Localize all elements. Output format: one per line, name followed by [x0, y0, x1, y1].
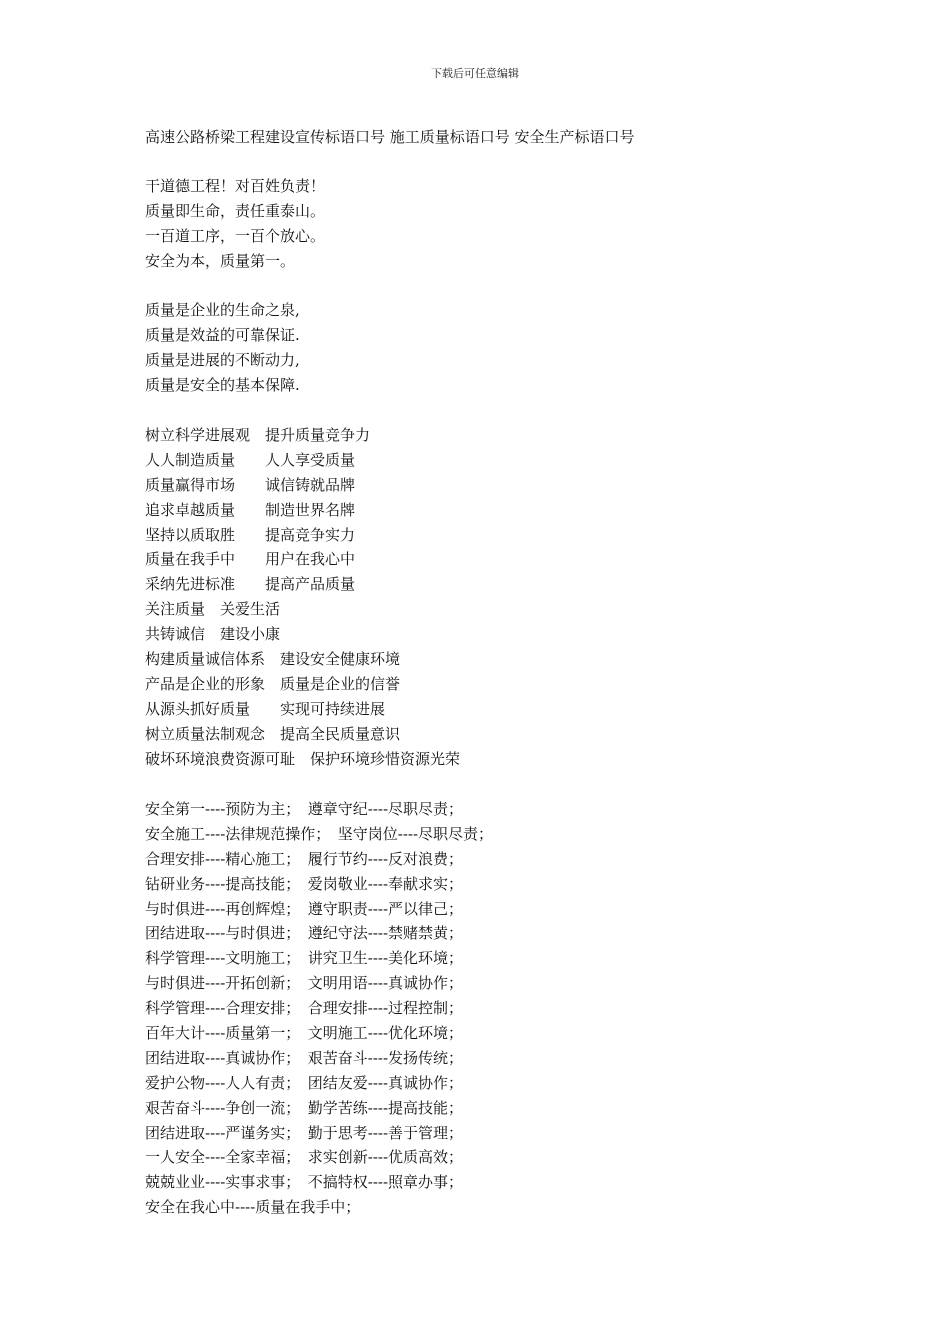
- slogan-line: 干道德工程！对百姓负责！: [145, 177, 326, 195]
- slogan-line: 关注质量 关爱生活: [145, 600, 281, 619]
- slogan-line: 安全第一----预防为主； 遵章守纪----尽职尽责；: [145, 800, 464, 818]
- slogan-line: 产品是企业的形象 质量是企业的信誉: [145, 674, 401, 693]
- slogan-block-1: [145, 174, 325, 274]
- slogan-line: 追求卓越质量 制造世界名牌: [145, 500, 356, 519]
- slogan-line: 安全在我心中----质量在我手中；: [145, 1198, 361, 1217]
- slogan-line: 合理安排----精心施工； 履行节约----反对浪费；: [145, 849, 464, 868]
- slogan-line: 坚持以质取胜 提高竞争实力: [145, 525, 356, 544]
- slogan-line: 质量是安全的基本保障.: [145, 375, 300, 394]
- slogan-line: 树立科学进展观 提升质量竞争力: [145, 426, 371, 444]
- slogan-line: 人人制造质量 人人享受质量: [145, 450, 356, 469]
- slogan-line: 质量赢得市场 诚信铸就品牌: [145, 475, 356, 494]
- slogan-line: 质量是企业的生命之泉,: [145, 301, 300, 319]
- slogan-line: 团结进取----与时俱进； 遵纪守法----禁赌禁黄；: [145, 924, 464, 943]
- slogan-line: 质量即生命，责任重泰山。: [145, 201, 326, 220]
- slogan-line: 艰苦奋斗----争创一流； 勤学苦练----提高技能；: [145, 1098, 464, 1117]
- slogan-line: 钻研业务----提高技能； 爱岗敬业----奉献求实；: [145, 874, 464, 893]
- slogan-line: 共铸诚信 建设小康: [145, 625, 281, 644]
- slogan-line: 安全施工----法律规范操作； 坚守岗位----尽职尽责；: [145, 824, 494, 843]
- slogan-line: 采纳先进标准 提高产品质量: [145, 575, 356, 594]
- slogan-block-4: [145, 797, 493, 1220]
- slogan-line: 树立质量法制观念 提高全民质量意识: [145, 724, 401, 743]
- slogan-line: 兢兢业业----实事求事； 不搞特权----照章办事；: [145, 1173, 464, 1192]
- slogan-line: 安全为本，质量第一。: [145, 251, 296, 270]
- slogan-line: 破坏环境浪费资源可耻 保护环境珍惜资源光荣: [145, 749, 461, 768]
- slogan-line: 质量是进展的不断动力,: [145, 350, 300, 369]
- slogan-block-3: [145, 423, 460, 771]
- slogan-line: 从源头抓好质量 实现可持续进展: [145, 699, 386, 718]
- slogan-line: 百年大计----质量第一； 文明施工----优化环境；: [145, 1024, 464, 1043]
- slogan-line: 团结进取----严谨务实； 勤于思考----善于管理；: [145, 1123, 464, 1142]
- header-note: 下载后可任意编辑: [431, 67, 519, 80]
- slogan-line: 科学管理----合理安排； 合理安排----过程控制；: [145, 999, 464, 1018]
- slogan-line: 质量在我手中 用户在我心中: [145, 550, 356, 569]
- slogan-line: 团结进取----真诚协作； 艰苦奋斗----发扬传统；: [145, 1048, 464, 1067]
- slogan-block-2: [145, 298, 300, 398]
- slogan-line: 质量是效益的可靠保证.: [145, 325, 300, 344]
- slogan-line: 与时俱进----再创辉煌； 遵守职责----严以律己；: [145, 899, 464, 918]
- document-title: 高速公路桥梁工程建设宣传标语口号 施工质量标语口号 安全生产标语口号: [145, 128, 635, 146]
- slogan-line: 构建质量诚信体系 建设安全健康环境: [145, 650, 401, 669]
- slogan-line: 与时俱进----开拓创新； 文明用语----真诚协作；: [145, 974, 464, 993]
- slogan-line: 科学管理----文明施工； 讲究卫生----美化环境；: [145, 949, 464, 968]
- slogan-line: 爱护公物----人人有责； 团结友爱----真诚协作；: [145, 1073, 464, 1092]
- slogan-line: 一人安全----全家幸福； 求实创新----优质高效；: [145, 1148, 464, 1167]
- slogan-line: 一百道工序，一百个放心。: [145, 226, 326, 245]
